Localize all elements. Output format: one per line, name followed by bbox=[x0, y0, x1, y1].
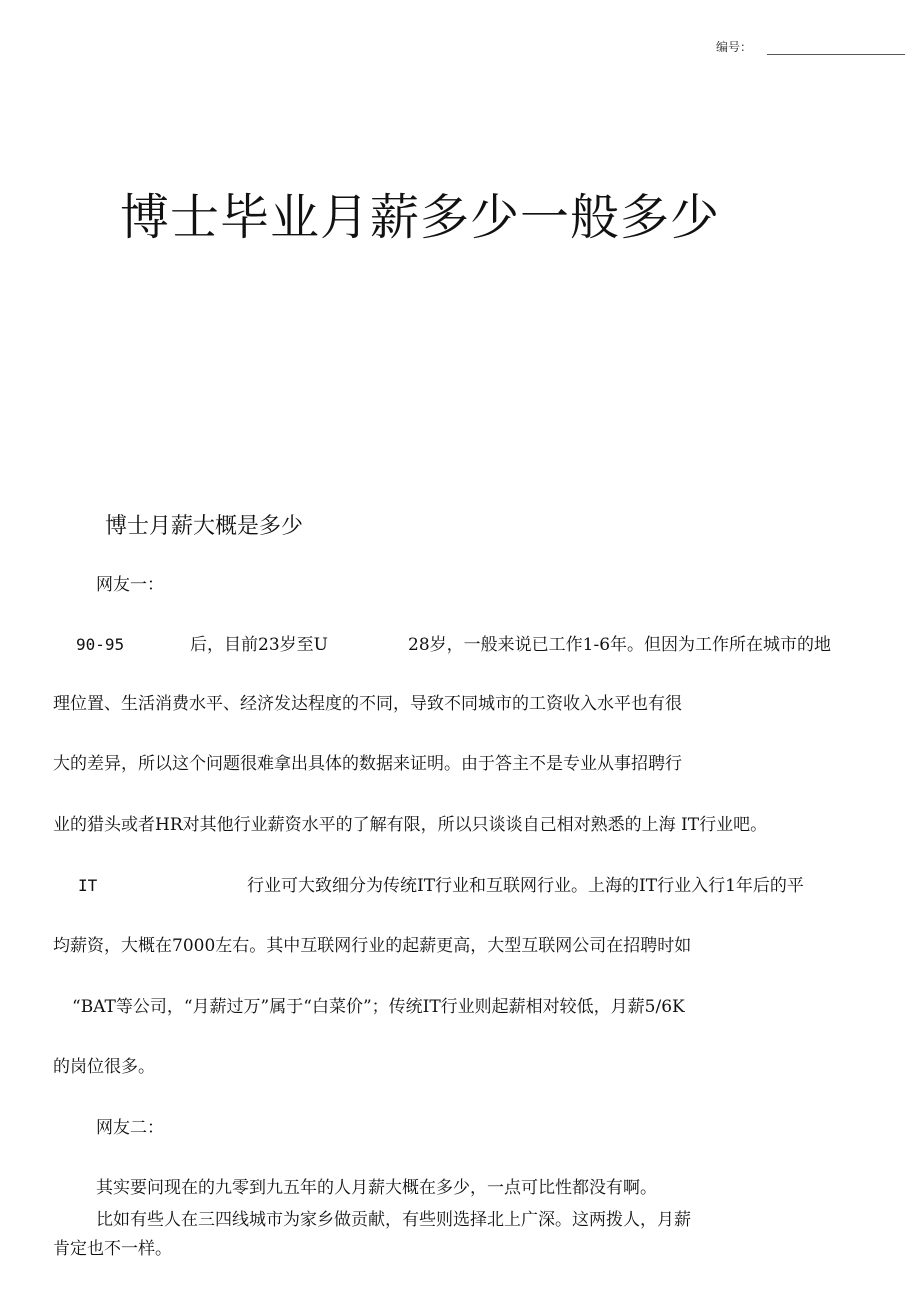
netizen1-line6: 均薪资，大概在7000左右。其中互联网行业的起薪更高，大型互联网公司在招聘时如 bbox=[53, 936, 692, 956]
netizen1-line4: 业的猎头或者HR对其他行业薪资水平的了解有限，所以只谈谈自己相对熟悉的上海 IT行业吧。 bbox=[53, 815, 768, 835]
netizen2-label: 网友二： bbox=[96, 1118, 164, 1138]
section-heading: 博士月薪大概是多少 bbox=[105, 514, 304, 539]
netizen2-line1: 其实要问现在的九零到九五年的人月薪大概在多少，一点可比性都没有啊。 bbox=[96, 1178, 657, 1198]
netizen1-label: 网友一： bbox=[96, 575, 164, 595]
netizen2-line2: 比如有些人在三四线城市为家乡做贡献，有些则选择北上广深。这两拨人，月薪 bbox=[96, 1210, 691, 1230]
netizen1-line1-b: 后，目前23岁至U bbox=[190, 635, 328, 655]
document-title: 博士毕业月薪多少一般多少 bbox=[120, 189, 721, 246]
netizen1-line3: 大的差异，所以这个问题很难拿出具体的数据来证明。由于答主不是专业从事招聘行 bbox=[53, 754, 682, 774]
netizen1-line1-c: 28岁，一般来说已工作1-6年。但因为工作所在城市的地 bbox=[408, 635, 832, 655]
netizen1-line5-b: 行业可大致细分为传统IT行业和互联网行业。上海的IT行业入行1年后的平 bbox=[247, 876, 804, 896]
netizen1-line7: “BAT等公司，“月薪过万”属于“白菜价”；传统IT行业则起薪相对较低，月薪5/6K bbox=[72, 997, 685, 1017]
serial-number-blank bbox=[767, 54, 905, 55]
netizen1-line5-a: IT bbox=[78, 876, 98, 895]
netizen2-line3: 肯定也不一样。 bbox=[53, 1239, 172, 1259]
serial-number-label: 编号： bbox=[716, 40, 753, 54]
netizen1-line1-a: 90-95 bbox=[76, 635, 125, 654]
netizen1-line2: 理位置、生活消费水平、经济发达程度的不同，导致不同城市的工资收入水平也有很 bbox=[53, 694, 682, 714]
netizen1-line8: 的岗位很多。 bbox=[53, 1057, 155, 1077]
